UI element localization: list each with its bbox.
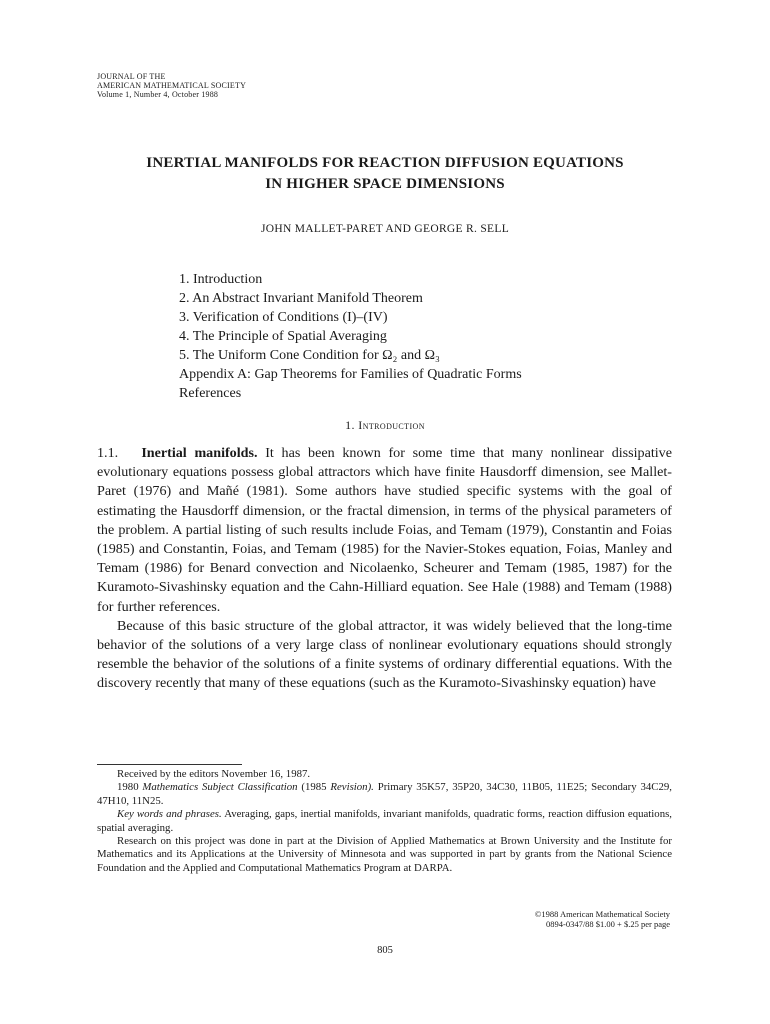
table-of-contents bbox=[179, 270, 699, 403]
toc-item: 4. The Principle of Spatial Averaging bbox=[179, 329, 387, 344]
footnote-divider bbox=[97, 764, 242, 765]
section-heading: 1. Introduction bbox=[345, 418, 425, 432]
paragraph-number: 1.1. bbox=[97, 445, 119, 461]
toc-item: 5. The Uniform Cone Condition for Ω₂ and Ω₃ bbox=[179, 348, 440, 363]
author-names: JOHN MALLET-PARET AND GEORGE R. SELL bbox=[260, 223, 510, 235]
paragraph-text: It has been known for some time that many nonlinear dissipative evolutionary equations possess global attractors which have finite Hausdorff dimension, see Mallet-Paret (1976) and Mañé (1981). Some authors have studied specific systems with the goal of estimating the Hausdorff dimension, or the fractal dimension, in terms of the physical parameters of the problem. A partial listing of such results include Foias, and Temam (1979), Constantin and Foias (1985) and Constantin, Foias, and Temam (1985) for the Navier-Stokes equation, Foias, Manley and Temam (1986) for Benard convection and Nicolaenko, Scheurer and Temam (1985, 1987) for the Kuramoto-Sivashinsky equation and the Cahn-Hilliard equation. See Hale (1988) and Temam (1988) for further references. bbox=[97, 445, 672, 615]
paper-title bbox=[0, 153, 770, 195]
toc-item: References bbox=[179, 386, 242, 401]
journal-volume-line: Volume 1, Number 4, October 1988 bbox=[97, 90, 219, 99]
title-line-2: IN HIGHER SPACE DIMENSIONS bbox=[265, 176, 505, 192]
footnote-received: Received by the editors November 16, 1987. bbox=[117, 768, 311, 780]
paragraph-title: Inertial manifolds. bbox=[141, 445, 258, 461]
journal-header bbox=[97, 72, 246, 99]
footnote-research: Research on this project was done in part at the Division of Applied Mathematics at Brown University and the Institute for Mathematics and its Applications at the University of Minnesota and was supported in part by grants from the National Science Foundation and the Applied and Computational Mathematics Program at DARPA. bbox=[97, 835, 672, 874]
footnote-keywords: Key words and phrases. Averaging, gaps, inertial manifolds, invariant manifolds, quadratic forms, reaction diffusion equations, spatial averaging. bbox=[97, 808, 673, 834]
footnote-msc: 1980 Mathematics Subject Classification (1985 Revision). Primary 35K57, 35P20, 34C30, 11B05, 11E25; Secondary 34C29, 47H10, 11N25. bbox=[97, 781, 672, 807]
toc-item: 1. Introduction bbox=[179, 272, 263, 287]
page-number: 805 bbox=[377, 945, 393, 956]
toc-item: 3. Verification of Conditions (I)–(IV) bbox=[179, 310, 388, 325]
paragraph bbox=[97, 444, 672, 617]
copyright-notice bbox=[470, 909, 670, 929]
paragraph: Because of this basic structure of the global attractor, it was widely believed that the long-time behavior of the solutions of a very large class of nonlinear evolutionary equations should strongly resemble the behavior of the solutions of a finite systems of ordinary differential equations. With the discovery recently that many of these equations (such as the Kuramoto-Sivashinsky equation) have bbox=[97, 617, 672, 692]
body-text bbox=[97, 444, 672, 694]
journal-name-line-2: AMERICAN MATHEMATICAL SOCIETY bbox=[97, 81, 247, 90]
copyright-line-1: ©1988 American Mathematical Society bbox=[534, 909, 670, 919]
toc-item: 2. An Abstract Invariant Manifold Theorem bbox=[179, 291, 423, 306]
toc-item: Appendix A: Gap Theorems for Families of Quadratic Forms bbox=[179, 367, 522, 382]
footnotes bbox=[97, 768, 672, 875]
journal-name-line-1: JOURNAL OF THE bbox=[97, 72, 166, 81]
title-line-1: INERTIAL MANIFOLDS FOR REACTION DIFFUSION EQUATIONS bbox=[146, 155, 624, 171]
copyright-line-2: 0894-0347/88 $1.00 + $.25 per page bbox=[545, 919, 670, 929]
